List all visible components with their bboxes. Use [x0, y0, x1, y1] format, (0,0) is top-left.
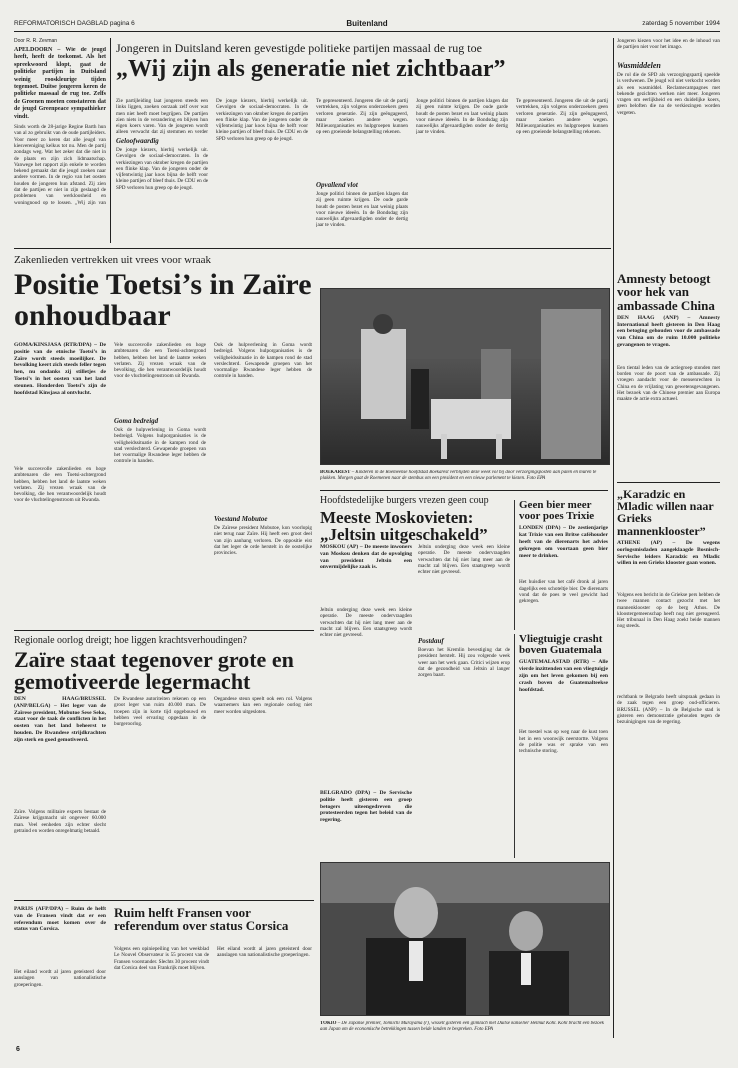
- page-number: 6: [16, 1046, 20, 1053]
- corsica-headline: Ruim helft Fransen voor referendum over status Corsica: [114, 906, 289, 934]
- zaire-lead: GOMA/KINSJASA (RTR/DPA) – De positie van de etnische Toetsi’s in Zaïre wordt steeds moeilijker. De bevolking keert zich steeds feller tegen hen, nu ondanks zij stilletjes de Toetsi’s in het oosten van het land steunen. Honderden Toetsi’s zijn de hoofdstad Kinsjasa al ontvlucht.: [14, 342, 106, 396]
- top-story-subhead: Opvallend vlot: [316, 181, 358, 189]
- moskou-lead: MOSKOU (AP) – De meeste inwoners van Moskou denken dat de opvolging van president Jeltsin een onvermijdelijke zaak is.: [320, 544, 412, 571]
- moskou-headline: Meeste Moskovieten: „Jeltsin uitgeschakeld”: [320, 508, 488, 545]
- tokio-photo: [320, 862, 610, 1016]
- vliegtuig-lead: GUATEMALASTAD (RTR) – Alle vierde inzittenden van een vliegtuigje zijn om het leven gekomen bij een crash boven de Guatemalteekse hoofdstad.: [519, 659, 608, 693]
- section-rule: [14, 630, 314, 631]
- teaser-lead: APELDOORN – Wie de jeugd heeft, heeft de toekomst. Als het spreekwoord klopt, gaat de politieke partijen in Duitsland weinig rooskleurige tijden tegemoet. Duitse jongeren keren de politieke massaal de rug toe. Zelfs de Groenen moeten constateren dat de jeugd Greenpeace sympathieker vindt.: [14, 47, 106, 120]
- top-story-body: Te gepresenteerd. Jongeren die uit de partij vertrekken, zijn volgens onderzoekers geen verloren generatie. Zij zijn geëngageerd, maar zoeken andere wegen. Milieuorganisaties en hulpgroepen kunnen op een groeiende belangstelling rekenen.: [516, 98, 608, 136]
- top-story-body: De jonge kiezers, hierbij werkelijk uit. Gevolgen de sociaal-democraten. In de verkiezingen van oktober kregen de partijen een flinke klap. Van de jongeren onder de vijfentwintig jaar koos bijna de helft voor kleine partijen of bleef thuis. De CDU en de SPD verloren hun greep op de jeugd.: [116, 147, 208, 191]
- zaire-army-kicker: Regionale oorlog dreigt; hoe liggen krachtsverhoudingen?: [14, 635, 247, 646]
- column-divider: [613, 38, 614, 1038]
- zaire-columns: [14, 342, 314, 622]
- top-story-headline: „Wij zijn als generatie niet zichtbaar”: [116, 56, 506, 82]
- zaire-subhead: Goma bedreigd: [114, 417, 159, 425]
- masthead-section: Buitenland: [346, 19, 388, 28]
- top-story-subhead: Geloofwaardig: [116, 137, 159, 145]
- corsica-article: [114, 906, 314, 1036]
- left-teaser: [14, 38, 106, 238]
- masthead: [14, 20, 720, 30]
- trixie-lead: LONDEN (DPA) – De zestienjarige kat Trixie van een Britse caféhouder heeft van de dierenarts het advies gekregen om voortaan geen bier meer te drinken.: [519, 525, 608, 559]
- right-bottom-body: rechtbank te Belgrado heeft uitspraak gedaan in de zaak tegen een groep oud-officieren. BRUSSEL (ANP) – In de Belgische stad is gisteren een demonstratie gehouden tegen de bezuinigingen van de regering.: [617, 694, 720, 726]
- zaire-subhead: Voestand Mobutoe: [214, 515, 268, 523]
- section-rule: [14, 248, 611, 249]
- corsica-body: Het eiland wordt al jaren geteisterd door aanslagen van nationalistische groeperingen.: [217, 946, 312, 959]
- zaire-body: Vele succesvolle zakenlieden en hoge ambtenaren die een Toetsi-achtergrond hebben, hebben het land de laatste weken verlaten. Zij vrezen wraak van de bevolking, die hen verantwoordelijk houdt voor de vluchtelingenstroom uit Rwanda.: [14, 466, 106, 504]
- amnesty-lead: DEN HAAG (ANP) – Amnesty International heeft gisteren in Den Haag een betoging gehouden voor de ambassade van China om de ruim 10.000 politieke gevangenen te vragen.: [617, 314, 720, 348]
- top-story-columns: [116, 98, 611, 238]
- corsica-lead-text: PARIJS (AFP/DPA) – Ruim de helft van de Fransen vindt dat er een referendum moet komen over de status van Corsica.: [14, 906, 106, 933]
- trixie-body: Het huisdier van het café dronk al jaren dagelijks een schoteltje bier. De dierenarts vond dat de poes te veel gewicht had gekregen.: [519, 579, 608, 605]
- section-rule: [14, 900, 314, 901]
- moskou-subhead: Postdauf: [418, 637, 444, 645]
- top-story-body: Te gepresenteerd. Jongeren die uit de partij vertrekken, zijn volgens onderzoekers geen verloren generatie. Zij zijn geëngageerd, maar zoeken andere wegen. Milieuorganisaties en hulpgroepen kunnen op een groeiende belangstelling rekenen.: [316, 98, 408, 136]
- boekarest-photo: [320, 288, 610, 465]
- zaire-army-body: De Rwandese autoriteiten rekenen op een groot leger van ruim 40.000 man. De troepen zijn in korte tijd opgebouwd en hebben veel ervaring opgedaan in de burgeroorlog.: [114, 696, 206, 728]
- caption-dateline: BOEKAREST: [320, 469, 351, 475]
- corsica-body: Volgens een opiniepeiling van het weekblad Le Nouvel Observateur is 55 procent van de Fransen voorstander. Slechts 30 procent vindt dat Corsica deel van Frankrijk moet blijven.: [114, 946, 209, 971]
- corsica-lead: [14, 906, 106, 1036]
- amnesty-body: Een tiental leden van de actiegroep stonden met borden voor de poort van de ambassade. Zij vroegen aandacht voor de mensenrechten in China en de vrijlating van gewetensgevangenen. Het bezoek van de Chinese premier aan Europa maakte de actie extra actueel.: [617, 364, 720, 403]
- top-story: [116, 42, 611, 242]
- trixie-headline: Geen bier meer voor poes Trixie: [519, 500, 595, 523]
- zaire-body: De Zaïrese president Mobutoe, kon voorlopig niet terug naar Zaïre. Hij heeft een groot deel van zijn aanhang verloren. De oppositie eist dat het leger de orde herstelt in de oostelijke provincies.: [214, 525, 312, 557]
- moskou-article: [320, 494, 510, 859]
- tokio-caption: [320, 1016, 608, 1040]
- right-column-top: [617, 38, 720, 268]
- zaire-army-body: Zaïre. Volgens militaire experts bestaat de Zaïrese krijgsmacht uit ongeveer 60.000 man. Veel eenheden zijn echter slecht getraind en worden onregelmatig betaald.: [14, 809, 106, 834]
- masthead-section-left: REFORMATORISCH DAGBLAD pagina 6: [14, 20, 135, 27]
- masthead-date: zaterdag 5 november 1994: [642, 20, 720, 27]
- karadzic-lead: ATHENE (AP) – De wegens oorlogsmisdaden aangeklaagde Bosnisch-Servische leiders Karadzic en Mladic willen in een Grieks klooster gaan wonen.: [617, 539, 720, 567]
- zaire-kicker: Zakenlieden vertrekken uit vrees voor wraak: [14, 254, 211, 266]
- masthead-rule: [14, 31, 720, 32]
- column-divider: [110, 38, 111, 243]
- photo-credit: Foto EPA: [526, 475, 546, 481]
- caption-text: – De Japanse premier, Tomiichi Murayama (r), wisselt gisteren een glimlach met Duitse kanselier Helmut Kohl. Kohl bracht een bezoek aan Japan om de economische betrekkingen tussen beide landen te bespreken.: [320, 1020, 604, 1032]
- zaire-army-article: [14, 634, 314, 894]
- boekarest-caption: [320, 465, 608, 487]
- top-story-body: Jonge politici binnen de partijen klagen dat zij geen ruimte krijgen. De oude garde houdt de posten bezet en laat weinig plaats voor nieuwe ideeën. In de Bondsdag zijn nauwelijks afgevaardigden onder de dertig jaar te vinden.: [316, 191, 408, 229]
- zaire-army-lead: DEN HAAG/BRUSSEL (ANP/BELGA) – Het leger van de Zaïrese president, Mobutoe Sese Seko, staat voor de taak de conflicten in het oosten van het land beheerst te houden. De Rwandese strijdkrachten zijn sterk en goed gemotiveerd.: [14, 696, 106, 743]
- vliegtuig-headline: Vliegtuigje crasht boven Guatemala: [519, 634, 603, 657]
- trixie-article: [514, 500, 608, 630]
- boekarest-photo-image: [321, 289, 609, 464]
- right-top-body: Jongeren kiezen voor het idee en de inhoud van de partijen niet voor het imago.: [617, 38, 720, 51]
- amnesty-headline: Amnesty betoogt voor hek van ambassade China: [617, 272, 715, 313]
- boekarest-caption-text: [320, 470, 608, 482]
- right-top-subhead: Wasmiddelen: [617, 61, 661, 70]
- zaire-army-body: Oegandese steun speelt ook een rol. Volgens waarnemers kan een regionale oorlog niet meer worden uitgesloten.: [214, 696, 312, 715]
- zaire-article: [14, 254, 314, 624]
- caption-text: – Kinderen in de Roemeense hoofdstad Boekarest verblijden deze week vol bij door verzorgingsposten aan palen en muren te plakken. Morgen gaat de Roemenen naar de stembus om een president en een nieuw parlement te kiezen.: [320, 469, 597, 481]
- vliegtuig-body: Het toestel was op weg naar de kust toen het in een woonwijk neerstortte. Volgens de politie was er sprake van een technische storing.: [519, 729, 608, 755]
- tokio-photo-image: [321, 863, 609, 1015]
- moskou-body: Jeltsin onderging deze week een kleine operatie. De meeste ondervraagden verwachten dat hij niet lang meer aan de macht zal blijven. Een staatsgreep wordt echter niet gevreesd.: [418, 544, 510, 576]
- karadzic-headline: „Karadzic en Mladic willen naar Grieks mannenklooster”: [617, 488, 714, 538]
- zaire-body: Ook de hulpverlening in Goma wordt bedreigd. Volgens hulporganisaties is de veiligheidssituatie in de kampen rond de stad verslechterd. Gewapende groepen van het voormalige Rwandese leger hebben de controle in handen.: [214, 342, 312, 380]
- zaire-headline: Positie Toetsi’s in Zaïre onhoudbaar: [14, 268, 312, 332]
- zaire-army-headline: Zaïre staat tegenover grote en gemotiveerde legermacht: [14, 647, 294, 695]
- section-rule: [617, 482, 720, 483]
- moskou-body: Jeltsin onderging deze week een kleine operatie. De meeste ondervraagden verwachten dat hij niet lang meer aan de macht zal blijven. Een staatsgreep wordt echter niet gevreesd.: [320, 607, 412, 639]
- moskou-belgrado: BELGRADO (DPA) – De Servische politie heeft gisteren een groep betogers uiteengedreven die protesteerden tegen het beleid van de regering.: [320, 790, 412, 824]
- karadzic-article: [617, 488, 720, 688]
- caption-dateline: TOKIO: [320, 1020, 337, 1026]
- moskou-body: Boevan het Kremlin bevestiging dat de president herstelt. Hij zou volgende week weer aan het werk gaan. Critici wijzen erop dat de gezondheid van Jeltsin al langer zorgen baart.: [418, 647, 510, 679]
- moskou-kicker: Hoofdstedelijke burgers vrezen geen coup: [320, 495, 489, 506]
- vliegtuig-article: [514, 634, 608, 858]
- teaser-byline: Door R. R. Zevman: [14, 38, 58, 44]
- amnesty-article: [617, 272, 720, 477]
- teaser-body: Sinds worth de 28-jarige Regine Barth hun van al zo gebruikt van de oude partijleiders. Voor meer zo keren dat alle jeugd van kiesvereniging kelkus tot nu. Men de partij zondags weg. Wat het zeker dat die niet in de plaats en zijn zich lidmaatschap. Vanwege het rapport zijn enkele te worden bekend gemaakt dat die jeugd zoeken naar andere vormen. In de regio van het oosten houden de jongeren hun afstand. Zij zien dat de partijen er niet in zijn geslaagd de problemen van werkloosheid en woningnood op te lossen. ,,Wij zijn van: [14, 124, 106, 206]
- tokio-caption-text: [320, 1021, 608, 1033]
- top-story-body: De jonge kiezers, hierbij werkelijk uit. Gevolgen de sociaal-democraten. In de verkiezingen van oktober kregen de partijen een flinke klap. Van de jongeren onder de vijfentwintig jaar koos bijna de helft voor kleine partijen of bleef thuis. De CDU en de SPD verloren hun greep op de jeugd.: [216, 98, 308, 142]
- top-story-kicker: Jongeren in Duitsland keren gevestigde politieke partijen massaal de rug toe: [116, 42, 482, 55]
- zaire-body: Ook de hulpverlening in Goma wordt bedreigd. Volgens hulporganisaties is de veiligheidssituatie in de kampen rond de stad verslechterd. Gewapende groepen van het voormalige Rwandese leger hebben de controle in handen.: [114, 427, 206, 465]
- corsica-body: Het eiland wordt al jaren geteisterd door aanslagen van nationalistische groeperingen.: [14, 969, 106, 988]
- karadzic-body: Volgens een bericht in de Griekse pers hebben de twee mannen contact gezocht met het mannenklooster op de berg Athos. De kloostergemeenschap heeft nog niet gereageerd. Het tribunaal in Den Haag zoekt beide mannen nog steeds.: [617, 591, 720, 630]
- top-story-body: Jonge politici binnen de partijen klagen dat zij geen ruimte krijgen. De oude garde houdt de posten bezet en laat weinig plaats voor nieuwe ideeën. In de Bondsdag zijn nauwelijks afgevaardigden onder de dertig jaar te vinden.: [416, 98, 508, 136]
- right-column-bottom: [617, 694, 720, 1034]
- top-story-body: Zie partijleiding laat jongeren steeds een links liggen, zoeken oorzaak zelf over wat men niet heeft moet begrijpen. De partijen zien niets in de verandering en blijven hun eigen koers varen. Van de jongeren wordt alleen verwacht dat zij stemmen en verder: [116, 98, 208, 134]
- zaire-body: Vele succesvolle zakenlieden en hoge ambtenaren die een Toetsi-achtergrond hebben, hebben het land de laatste weken verlaten. Zij vrezen wraak van de bevolking, die hen verantwoordelijk houdt voor de vluchtelingenstroom uit Rwanda.: [114, 342, 206, 380]
- right-top-body: De rol die de SPD als verzorgingspartij speelde is verdwenen. De jeugd wil niet verkocht worden als een wasmiddel. Reclamecampagnes met bekende gezichten werken niet meer. Jongeren vragen om eerlijkheid en een duidelijke koers, geen beloften die na de verkiezingen worden vergeten.: [617, 72, 720, 116]
- photo-credit: Foto EPA: [474, 1026, 493, 1032]
- section-rule: [320, 490, 608, 491]
